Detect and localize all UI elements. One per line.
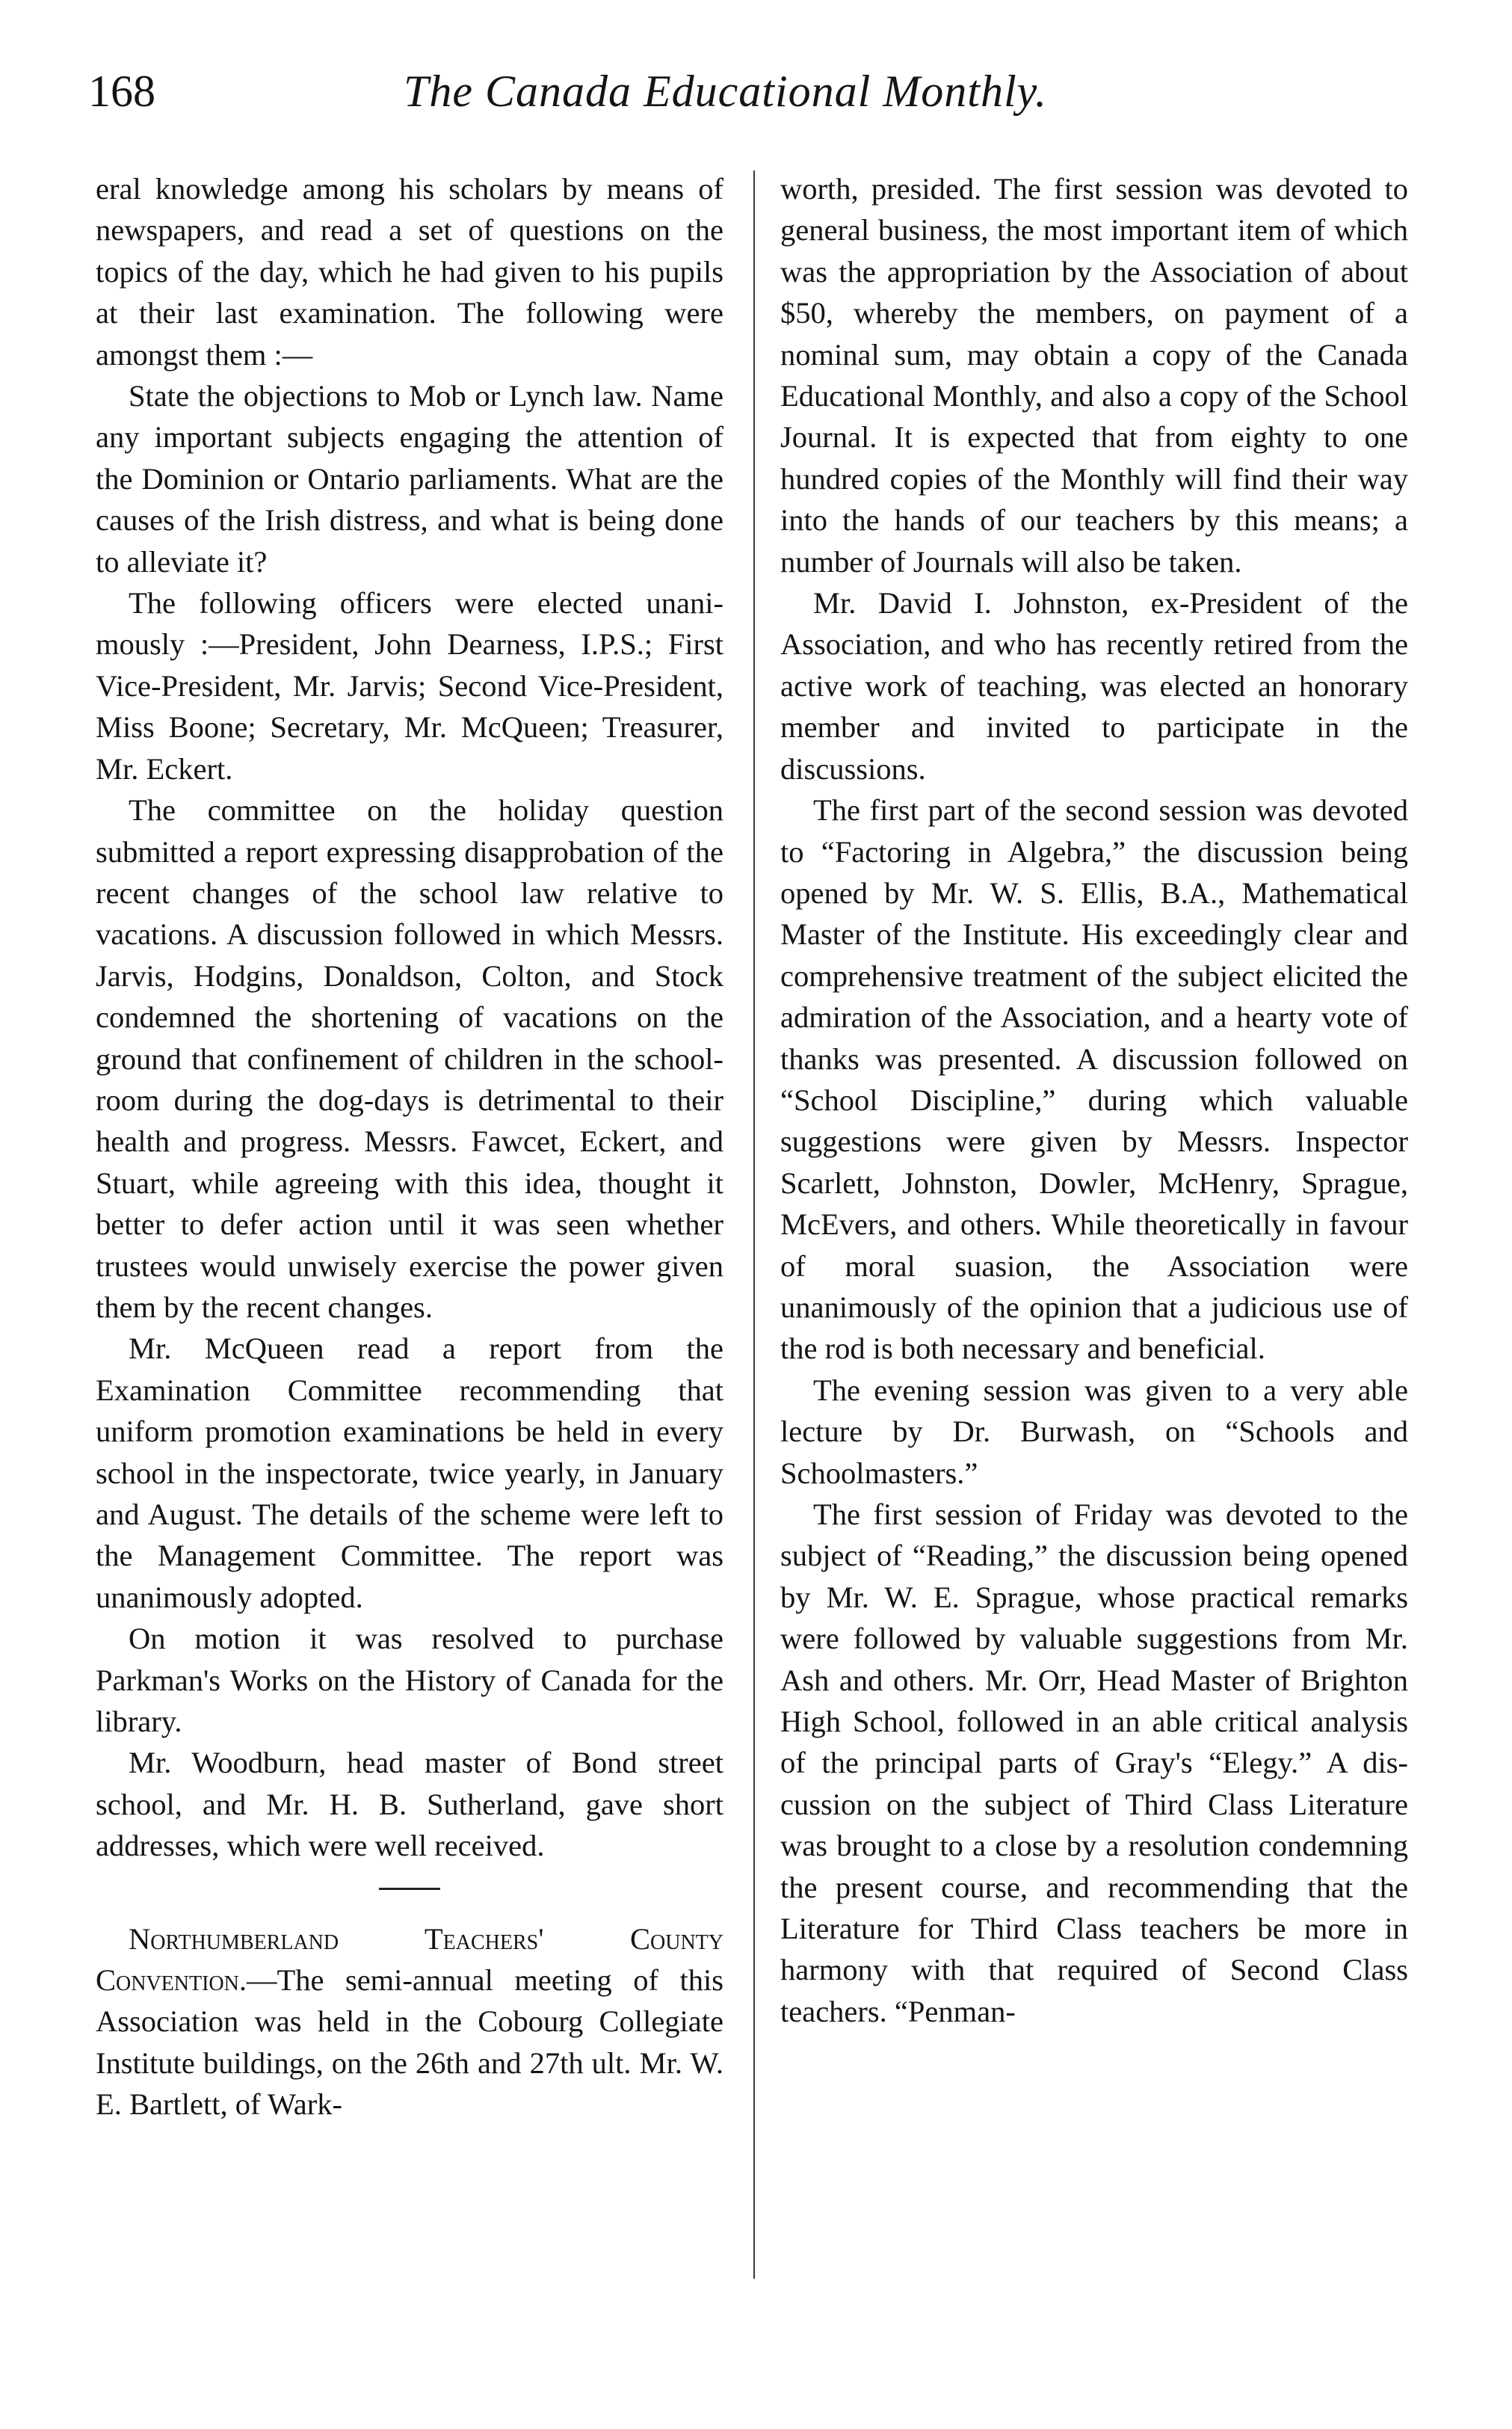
- left-column: [96, 168, 723, 2125]
- paragraph: The first session of Friday was devoted to the subject of “Reading,” the discussion being opened by Mr. W. E. Sprague, whose practical remarks were followed by valuable suggestions from Mr. Ash and others. Mr. Orr, Head Master of Brighton High School, followed in an able critical analysis of the principal parts of Gray's “Elegy.” A discussion on the subject of Third Class Literature was brought to a close by a resolution condemning the present course, and recommending that the Literature for Third Class teachers be more in harmony with that required of Second Class teachers. “Penman-: [780, 1497, 1408, 2028]
- page-number: 168: [88, 67, 155, 116]
- paragraph: On motion it was resolved to purchase Parkman's Works on the History of Canada for the library.: [96, 1622, 723, 1739]
- column-rule: [753, 170, 755, 2279]
- paragraph: The following officers were elected unanimously :—President, John Dearness, I.P.S.; First Vice-President, Mr. Jarvis; Second Vice-President, Miss Boone; Secretary, Mr. McQueen; Treasurer, Mr. Eckert.: [96, 586, 723, 786]
- paragraph: The evening session was given to a very able lecture by Dr. Burwash, on “Schools and Schoolmasters.”: [780, 1373, 1408, 1490]
- paragraph: [96, 1918, 723, 2125]
- section-heading: Northumberland Teachers' County Convention.: [96, 1921, 723, 1998]
- paragraph: The committee on the holiday question submitted a report expressing disapprobation of the recent changes of the school law relative to vacations. A discussion followed in which Messrs. Jarvis, Hodgins, Donaldson, Colton, and Stock condemned the shortening of vacations on the ground that confinement of children in the school-room during the dog-days is detrimental to their health and progress. Messrs. Fawcet, Eckert, and Stuart, while agreeing with this idea, thought it better to defer action until it was seen whether trustees would unwisely exercise the power given them by the recent changes.: [96, 793, 723, 1324]
- running-title: The Canada Educational Monthly.: [404, 67, 1047, 116]
- paragraph: worth, presided. The first session was devoted to general business, the most important item of which was the appropriation by the Association of about $50, whereby the members, on payment of a nominal sum, may obtain a copy of the Canada Educational Monthly, and also a copy of the School Journal. It is expected that from eighty to one hundred copies of the Monthly will find their way into the hands of our teachers by this means; a number of Journals will also be taken.: [780, 172, 1408, 579]
- paragraph: Mr. McQueen read a report from the Examination Committee recommending that uniform promotion examinations be held in every school in the inspectorate, twice yearly, in January and August. The details of the scheme were left to the Management Committee. The report was unanimously adopted.: [96, 1332, 723, 1614]
- paragraph: eral knowledge among his scholars by means of newspapers, and read a set of questions on the topics of the day, which he had given to his pupils at their last examination. The following were amongst them :—: [96, 172, 723, 372]
- paragraph: Mr. Woodburn, head master of Bond street school, and Mr. H. B. Sutherland, gave short addresses, which were well received.: [96, 1746, 723, 1863]
- section-divider: [379, 1888, 440, 1890]
- paragraph: State the objections to Mob or Lynch law. Name any important subjects engaging the attention of the Dominion or Ontario parliaments. What are the causes of the Irish distress, and what is being done to alleviate it?: [96, 379, 723, 579]
- paragraph: Mr. David I. Johnston, ex-President of the Association, and who has recently retired from the active work of teaching, was elected an honorary member and invited to participate in the discussions.: [780, 586, 1408, 786]
- paragraph-text: —The semi-annual meeting of this Association was held in the Cobourg Collegiate Institute buildings, on the 26th and 27th ult. Mr. W. E. Bartlett, of Wark-: [96, 1963, 723, 2122]
- right-column: [780, 168, 1408, 2032]
- paragraph: The first part of the second session was devoted to “Factoring in Algebra,” the discussion being opened by Mr. W. S. Ellis, B.A., Mathematical Master of the Institute. His exceedingly clear and comprehensive treatment of the subject elicited the admiration of the Association, and a hearty vote of thanks was presented. A discussion followed on “School Discipline,” during which valuable suggestions were given by Messrs. Inspector Scarlett, Johnston, Dowler, McHenry, Sprague, McEvers, and others. While theoretically in favour of moral suasion, the Association were unanimously of the opinion that a judicious use of the rod is both necessary and beneficial.: [780, 793, 1408, 1366]
